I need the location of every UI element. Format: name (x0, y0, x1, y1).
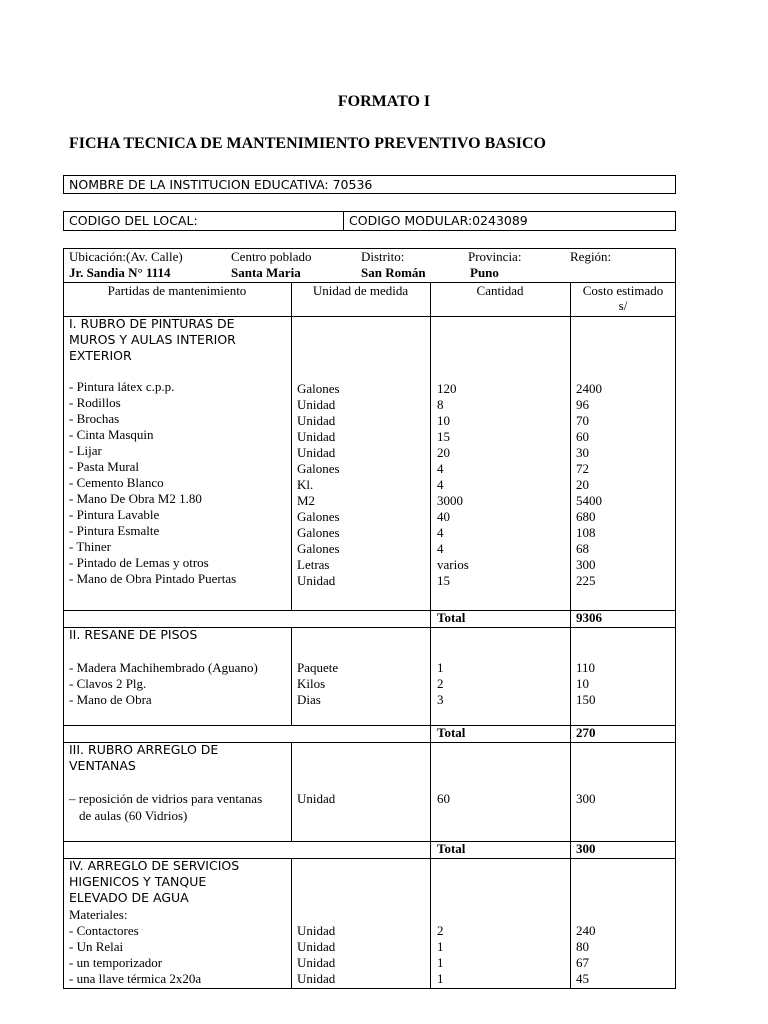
local-code-label: CODIGO DEL LOCAL: (69, 213, 198, 228)
section2-qty: 1 2 3 (437, 660, 444, 707)
section1-cost: 2400 96 70 60 30 72 20 5400 680 108 68 300 225 (576, 381, 602, 588)
list-item: - Un Relai (69, 939, 124, 954)
section2-title: II. RESANE DE PISOS (69, 627, 198, 642)
section3-cost: 300 (576, 791, 596, 806)
modular-code-label: CODIGO MODULAR:0243089 (349, 213, 528, 228)
section3-item-line1: – reposición de vidrios para ventanas (69, 791, 263, 806)
section3-unit: Unidad (297, 791, 336, 806)
section2-total-value: 270 (576, 725, 596, 740)
district-value: San Román (361, 265, 426, 280)
header-unit: Unidad de medida (312, 283, 409, 298)
section3-item-line2: de aulas (60 Vidrios) (79, 808, 188, 823)
section2-units: Paquete Kilos Dias (297, 660, 339, 707)
list-item: - Brochas (69, 411, 120, 426)
section4-units: Unidad Unidad Unidad Unidad (297, 923, 336, 986)
section4-cost: 240 80 67 45 (576, 923, 596, 986)
list-item: - Mano de Obra Pintado Puertas (69, 571, 237, 586)
region-label: Región: (570, 249, 612, 264)
section2-cost: 110 10 150 (576, 660, 596, 707)
list-item: - una llave térmica 2x20a (69, 971, 202, 986)
header-cost: Costo estimado (582, 283, 664, 298)
section4-items (69, 923, 201, 987)
list-item: - Pintura Esmalte (69, 523, 160, 538)
list-item: - Pintura Lavable (69, 507, 160, 522)
list-item: - Lijar (69, 443, 102, 458)
document-subtitle: FICHA TECNICA DE MANTENIMIENTO PREVENTIVO BASICO (69, 135, 546, 152)
list-item: - Cinta Masquin (69, 427, 154, 442)
section3-total-value: 300 (576, 841, 596, 856)
list-item: - Thiner (69, 539, 111, 554)
header-currency: s/ (618, 298, 628, 313)
list-item: - Pintado de Lemas y otros (69, 555, 209, 570)
list-item: - Mano de Obra (69, 692, 152, 707)
section1-total-label: Total (437, 610, 466, 625)
list-item: - Pasta Mural (69, 459, 140, 474)
institution-box (63, 175, 676, 194)
section3-total-label: Total (437, 841, 466, 856)
province-value: Puno (470, 265, 499, 280)
list-item: - Clavos 2 Plg. (69, 676, 147, 691)
header-quantity: Cantidad (476, 283, 524, 298)
section3-title: III. RUBRO ARREGLO DE VENTANAS (69, 742, 219, 773)
section4-title: IV. ARREGLO DE SERVICIOS HIGENICOS Y TANQUE ELEVADO DE AGUA (69, 858, 240, 905)
town-label: Centro poblado (231, 249, 312, 264)
location-label: Ubicación:(Av. Calle) (69, 249, 183, 264)
code-box (63, 211, 676, 231)
list-item: - Rodillos (69, 395, 121, 410)
section1-title: I. RUBRO DE PINTURAS DE MUROS Y AULAS INTERIOR EXTERIOR (69, 316, 236, 363)
header-items: Partidas de mantenimiento (107, 283, 247, 298)
section4-subtitle: Materiales: (69, 907, 128, 922)
list-item: - Cemento Blanco (69, 475, 164, 490)
page-title: FORMATO I (337, 93, 431, 110)
section1-items (69, 379, 236, 587)
section3-qty: 60 (437, 791, 450, 806)
list-item: - Mano De Obra M2 1.80 (69, 491, 202, 506)
section2-items (69, 660, 258, 708)
town-value: Santa Maria (231, 265, 301, 280)
section4-qty: 2 1 1 1 (437, 923, 444, 986)
institution-label: NOMBRE DE LA INSTITUCION EDUCATIVA: 70536 (69, 177, 373, 192)
section2-total-label: Total (437, 725, 466, 740)
district-label: Distrito: (361, 249, 405, 264)
section1-total-value: 9306 (576, 610, 602, 625)
list-item: - un temporizador (69, 955, 163, 970)
section1-units: Galones Unidad Unidad Unidad Unidad Galones Kl. M2 Galones Galones Galones Letras Unidad (297, 381, 340, 588)
section1-qty: 120 8 10 15 20 4 4 3000 40 4 4 varios 15 (437, 381, 469, 588)
province-label: Provincia: (468, 249, 522, 264)
list-item: - Madera Machihembrado (Aguano) (69, 660, 258, 675)
list-item: - Pintura látex c.p.p. (69, 379, 175, 394)
list-item: - Contactores (69, 923, 139, 938)
location-value: Jr. Sandia N° 1114 (69, 265, 171, 280)
